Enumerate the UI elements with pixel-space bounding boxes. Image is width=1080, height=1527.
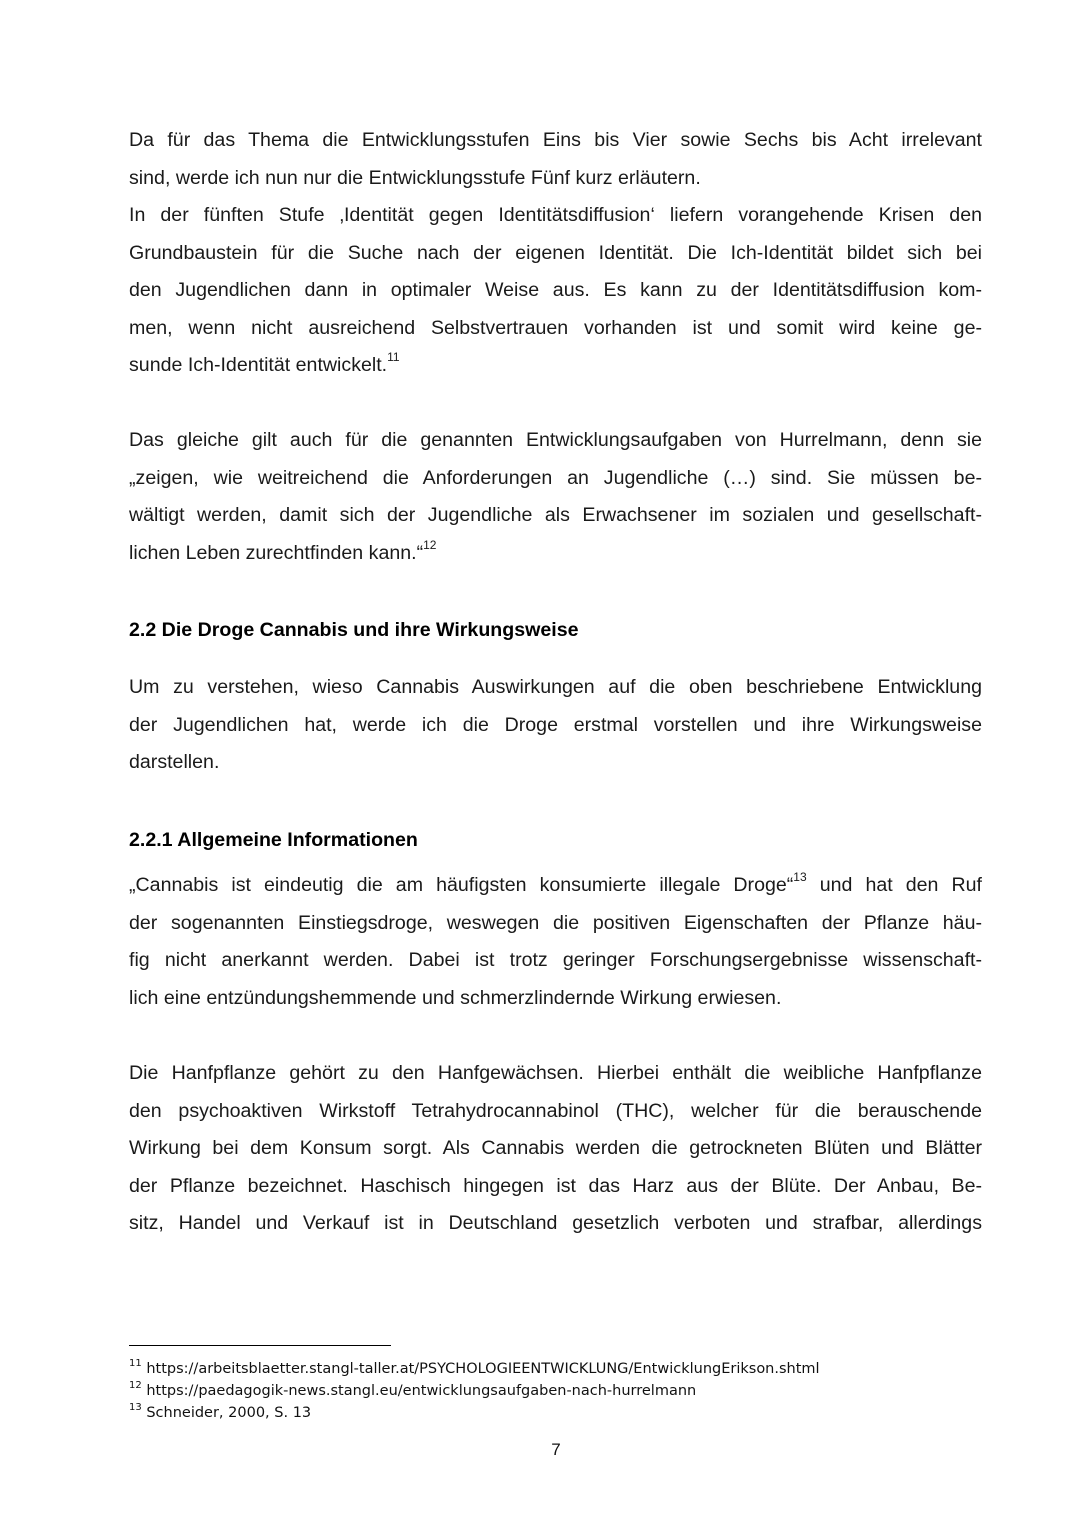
- text-line: darstellen.: [129, 751, 220, 773]
- footnote-text: Schneider, 2000, S. 13: [146, 1405, 312, 1421]
- footnote-link[interactable]: https://arbeitsblaetter.stangl-taller.at/PSYCHOLOGIEENTWICKLUNG/EntwicklungErikson.shtml: [146, 1361, 820, 1377]
- footnote-number: 12: [129, 1380, 142, 1392]
- text-line-content: lichen Leben zurechtfinden kann.“: [129, 541, 424, 564]
- text-line: sind, werde ich nun nur die Entwicklungsstufe Fünf kurz erläutern.: [129, 166, 701, 189]
- text-line: [129, 867, 982, 905]
- text-line: fig nicht anerkannt werden. Dabei ist trotz geringer Forschungsergebnisse wissenschaft-: [129, 949, 982, 971]
- footnote-ref: 11: [387, 350, 400, 365]
- text-line: sitz, Handel und Verkauf ist in Deutschland gesetzlich verboten und strafbar, allerdings: [129, 1212, 982, 1234]
- text-line: Die Hanfpflanze gehört zu den Hanfgewächsen. Hierbei enthält die weibliche Hanfpflanze: [129, 1062, 982, 1084]
- text-line: der Pflanze bezeichnet. Haschisch hingegen ist das Harz aus der Blüte. Der Anbau, Be-: [129, 1174, 982, 1197]
- footnote-item: [129, 1402, 820, 1424]
- text-line: wältigt werden, damit sich der Jugendliche als Erwachsener im sozialen und gesellschaft-: [129, 504, 982, 526]
- text-line: den Jugendlichen dann in optimaler Weise aus. Es kann zu der Identitätsdiffusion kom-: [129, 279, 982, 301]
- section-heading-2-2: 2.2 Die Droge Cannabis und ihre Wirkungsweise: [129, 619, 579, 641]
- text-line: [129, 347, 982, 385]
- text-line: Um zu verstehen, wieso Cannabis Auswirkungen auf die oben beschriebene Entwicklung: [129, 676, 982, 698]
- paragraph-hemp-plant: [129, 1055, 982, 1243]
- text-line: „zeigen, wie weitreichend die Anforderungen an Jugendliche (…) sind. Sie müssen be-: [129, 466, 982, 489]
- section-heading-2-2-1: 2.2.1 Allgemeine Informationen: [129, 829, 418, 851]
- paragraph-cannabis-intro: [129, 669, 982, 782]
- text-line: den psychoaktiven Wirkstoff Tetrahydrocannabinol (THC), welcher für die berauschende: [129, 1099, 982, 1122]
- footnote-ref: 13: [793, 870, 807, 885]
- text-line: der Jugendlichen hat, werde ich die Droge erstmal vorstellen und ihre Wirkungsweise: [129, 713, 982, 736]
- footnote-item: [129, 1358, 820, 1380]
- text-line: Das gleiche gilt auch für die genannten Entwicklungsaufgaben von Hurrelmann, denn sie: [129, 429, 982, 451]
- text-line: der sogenannten Einstiegsdroge, weswegen die positiven Eigenschaften der Pflanze häu-: [129, 911, 982, 934]
- footnote-number: 13: [129, 1402, 142, 1414]
- quote-text: „Cannabis ist eindeutig die am häufigsten konsumierte illegale Droge“: [129, 874, 794, 896]
- text-line: lich eine entzündungshemmende und schmerzlindernde Wirkung erwiesen.: [129, 986, 782, 1009]
- text-line: Grundbaustein für die Suche nach der eigenen Identität. Die Ich-Identität bildet sich bei: [129, 241, 982, 264]
- text-line: In der fünften Stufe ‚Identität gegen Identitätsdiffusion‘ liefern vorangehende Krisen den: [129, 204, 982, 226]
- text-line: men, wenn nicht ausreichend Selbstvertrauen vorhanden ist und somit wird keine ge-: [129, 316, 982, 339]
- text-line-content: sunde Ich-Identität entwickelt.: [129, 354, 388, 376]
- footnote-number: 11: [129, 1358, 142, 1370]
- page-number: 7: [551, 1440, 561, 1459]
- paragraph-general-info: [129, 867, 982, 1017]
- document-page: [129, 122, 982, 1234]
- text-line: [129, 535, 982, 573]
- paragraph-hurrelmann: [129, 422, 982, 572]
- text-line: Wirkung bei dem Konsum sorgt. Als Cannabis werden die getrockneten Blüten und Blätter: [129, 1137, 982, 1159]
- footnote-divider: [129, 1345, 391, 1346]
- footnotes: [129, 1358, 820, 1424]
- paragraph-erikson-stage: [129, 122, 982, 385]
- footnote-ref: 12: [423, 537, 437, 552]
- text-line-content: und hat den Ruf: [806, 874, 982, 896]
- footnote-link[interactable]: https://paedagogik-news.stangl.eu/entwicklungsaufgaben-nach-hurrelmann: [146, 1383, 697, 1399]
- text-line: Da für das Thema die Entwicklungsstufen Eins bis Vier sowie Sechs bis Acht irrelevant: [129, 129, 982, 151]
- footnote-item: [129, 1380, 820, 1402]
